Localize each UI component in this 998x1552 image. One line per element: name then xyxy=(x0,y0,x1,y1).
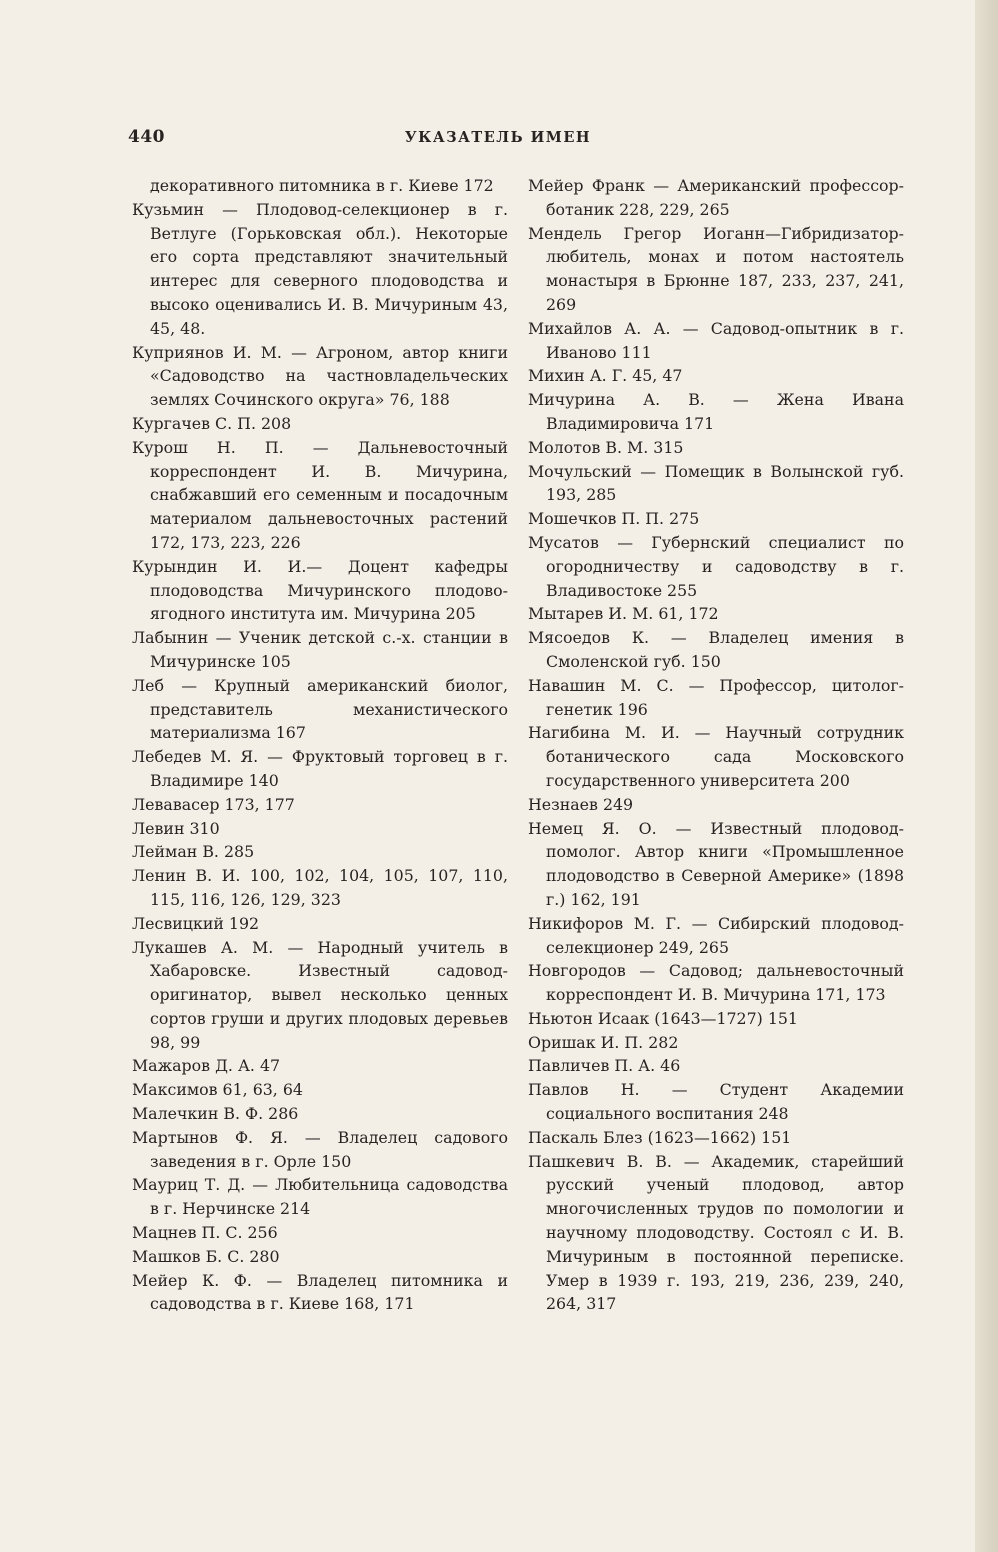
index-entry: Мауриц Т. Д. — Любительница садоводства в г. Нерчинске 214 xyxy=(132,1175,508,1219)
index-entry: Оришак И. П. 282 xyxy=(528,1032,679,1052)
index-entry: Лейман В. 285 xyxy=(132,842,255,862)
index-entry: Куприянов И. М. — Агроном, автор книги «Садоводство на частновладельческих землях Сочинского округа» 76, 188 xyxy=(132,342,508,410)
index-entry: Мацнев П. С. 256 xyxy=(132,1223,278,1243)
index-entry: Кургачев С. П. 208 xyxy=(132,413,292,433)
index-entry: Левавасер 173, 177 xyxy=(132,794,295,814)
index-entry: Мичурина А. В. — Жена Ивана Владимировича 171 xyxy=(528,390,904,433)
index-entry: Никифоров М. Г. — Сибирский плодовод-селекционер 249, 265 xyxy=(528,913,904,957)
index-entry: Михин А. Г. 45, 47 xyxy=(528,366,683,386)
index-entry: Ленин В. И. 100, 102, 104, 105, 107, 110, 115, 116, 126, 129, 323 xyxy=(132,866,508,909)
page-spine-shadow xyxy=(975,0,998,1552)
index-entry: Курош Н. П. — Дальневосточный корреспондент И. В. Мичурина, снабжавший его семенным и посадочным материалом дальневосточных растений 172, 173, 223, 226 xyxy=(132,437,508,552)
index-entry: Лебедев М. Я. — Фруктовый торговец в г. Владимире 140 xyxy=(132,747,508,790)
index-entry: Мендель Грегор Иоганн—Гибридизатор-любитель, монах и потом настоятель монастыря в Брюнне 187, 233, 237, 241, 269 xyxy=(528,223,904,314)
index-entry: декоративного питомника в г. Киеве 172 xyxy=(150,176,494,195)
index-entry: Мошечков П. П. 275 xyxy=(528,509,700,529)
index-entry: Молотов В. М. 315 xyxy=(528,437,684,457)
index-entry: Нагибина М. И. — Научный сотрудник ботанического сада Московского государственного университета 200 xyxy=(528,723,904,790)
index-entry: Курындин И. И.— Доцент кафедры плодоводства Мичуринского плодово-ягодного института им. Мичурина 205 xyxy=(132,556,508,624)
index-entry: Максимов 61, 63, 64 xyxy=(132,1080,303,1100)
index-entry: Мейер Франк — Американский профессор-ботаник 228, 229, 265 xyxy=(528,176,904,219)
left-column xyxy=(132,174,508,1316)
right-column xyxy=(528,174,904,1316)
index-entry: Лесвицкий 192 xyxy=(132,913,260,933)
index-entry: Машков Б. С. 280 xyxy=(132,1246,280,1266)
index-entry: Мясоедов К. — Владелец имения в Смоленской губ. 150 xyxy=(528,628,904,671)
index-entry: Малечкин В. Ф. 286 xyxy=(132,1104,299,1124)
index-entry: Мочульский — Помещик в Волынской губ. 193, 285 xyxy=(528,461,904,505)
index-entry: Мытарев И. М. 61, 172 xyxy=(528,604,719,624)
index-entry: Ньютон Исаак (1643—1727) 151 xyxy=(528,1008,798,1028)
index-entry: Левин 310 xyxy=(132,818,220,838)
index-entry: Лукашев А. М. — Народный учитель в Хабаровске. Известный садовод-оригинатор, вывел несколько ценных сортов груши и других плодовых деревьев 98, 99 xyxy=(132,937,508,1052)
index-entry: Незнаев 249 xyxy=(528,794,634,814)
index-entry: Кузьмин — Плодовод-селекционер в г. Ветлуге (Горьковская обл.). Некоторые его сорта представляют значительный интерес для северного плодоводства и высоко оценивались И. В. Мичуриным 43, 45, 48. xyxy=(132,199,508,338)
index-entry: Павлов Н. — Студент Академии социального воспитания 248 xyxy=(528,1080,904,1124)
index-entry: Пашкевич В. В. — Академик, старейший русский ученый плодовод, автор многочисленных трудов по помологии и научному плодоводству. Состоял с И. В. Мичуриным в постоянной переписке. Умер в 1939 г. 193, 219, 236, 239, 240, 264, 317 xyxy=(528,1151,904,1314)
index-entry: Новгородов — Садовод; дальневосточный корреспондент И. В. Мичурина 171, 173 xyxy=(528,961,904,1005)
index-entry: Мусатов — Губернский специалист по огородничеству и садоводству в г. Владивостоке 255 xyxy=(528,532,904,600)
index-entry: Мажаров Д. А. 47 xyxy=(132,1056,281,1076)
running-title: УКАЗАТЕЛЬ ИМЕН xyxy=(404,129,592,146)
index-entry: Лабынин — Ученик детской с.-х. станции в Мичуринске 105 xyxy=(132,628,508,671)
page-header xyxy=(128,127,908,153)
index-entry: Мейер К. Ф. — Владелец питомника и садоводства в г. Киеве 168, 171 xyxy=(132,1270,508,1314)
page-number: 440 xyxy=(128,127,165,147)
index-entry: Немец Я. О. — Известный плодовод-помолог. Автор книги «Промышленное плодоводство в Северной Америке» (1898 г.) 162, 191 xyxy=(528,818,904,909)
index-entry: Паскаль Блез (1623—1662) 151 xyxy=(528,1127,792,1147)
index-entry: Леб — Крупный американский биолог, представитель механистического материализма 167 xyxy=(132,675,508,743)
index-entry: Михайлов А. А. — Садовод-опытник в г. Иваново 111 xyxy=(528,318,904,362)
index-entry: Мартынов Ф. Я. — Владелец садового заведения в г. Орле 150 xyxy=(132,1127,508,1171)
index-entry: Павличев П. А. 46 xyxy=(528,1056,681,1076)
index-entry: Навашин М. С. — Профессор, цитолог-генетик 196 xyxy=(528,675,904,719)
